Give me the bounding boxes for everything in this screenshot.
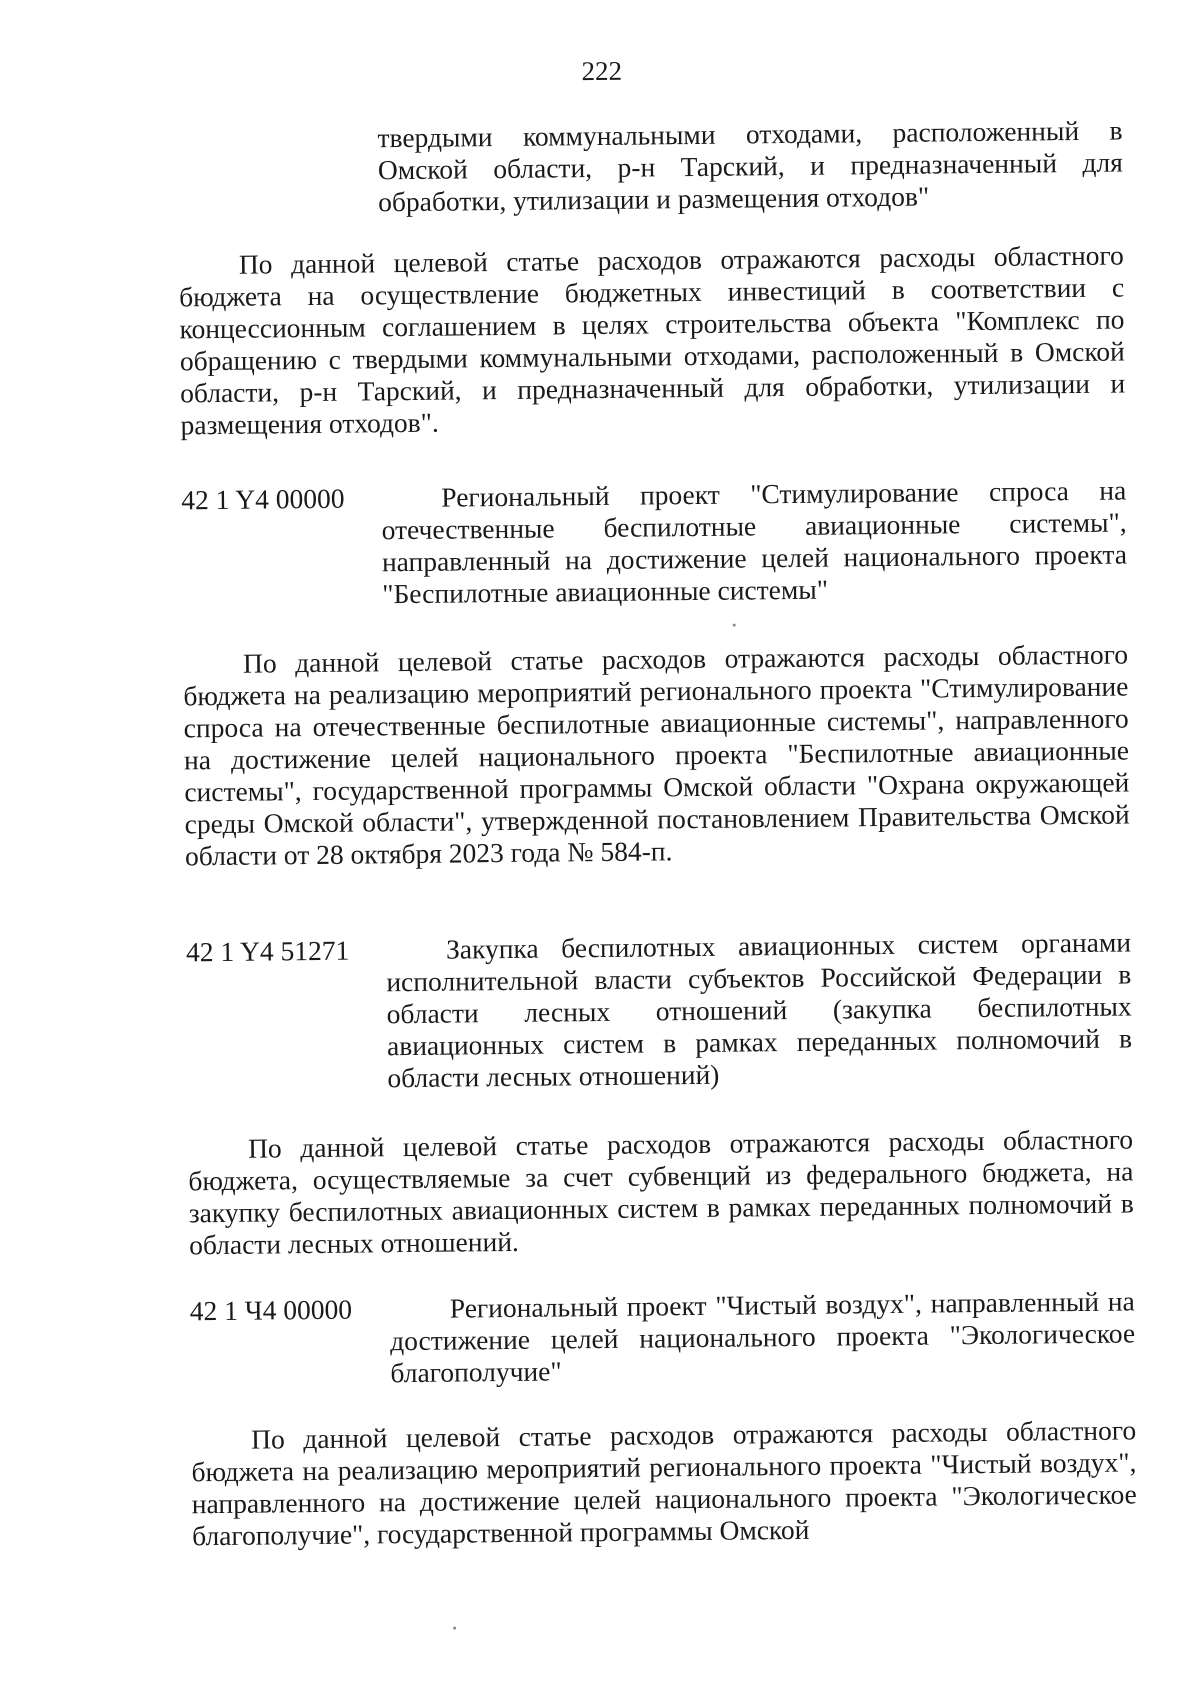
budget-code: 42 1 Y4 51271 (185, 934, 350, 968)
budget-code: 42 1 Y4 00000 (181, 482, 345, 516)
description-paragraph: По данной целевой статье расходов отражаются расходы областного бюджета на осуществление бюджетных инвестиций в соответствии с концессионным соглашением в целях строительства объекта "Комплекс по обращению с твердыми коммунальными отходами, расположенный в Омской области, р-н Тарский, и предназначенный для обработки, утилизации и размещения отходов". (179, 239, 1126, 441)
budget-item-title: Региональный проект "Стимулирование спроса на отечественные беспилотные авиационные системы", направленный на достижение целей национального проекта "Беспилотные авиационные системы" (381, 474, 1128, 610)
budget-item-title: Закупка беспилотных авиационных систем органами исполнительной власти субъектов Российской Федерации в области лесных отношений (закупка беспилотных авиационных систем в рамках переданных полномочий в области лесных отношений) (386, 926, 1133, 1094)
budget-code: 42 1 Ч4 00000 (189, 1293, 353, 1327)
description-paragraph: По данной целевой статье расходов отражаются расходы областного бюджета на реализацию мероприятий регионального проекта "Стимулирование спроса на отечественные беспилотные авиационные системы", направленного на достижение целей национального проекта "Беспилотные авиационные системы", государственной программы Омской области "Охрана окружающей среды Омской области", утвержденной постановлением Правительства Омской области от 28 октября 2023 года № 584-п. (183, 638, 1130, 872)
description-paragraph: По данной целевой статье расходов отражаются расходы областного бюджета, осуществляемые за счет субвенций из федерального бюджета, на закупку беспилотных авиационных систем в рамках переданных полномочий в области лесных отношений. (188, 1123, 1134, 1261)
scan-artifact (733, 624, 736, 627)
continuation-paragraph: твердыми коммунальными отходами, расположенный в Омской области, р-н Тарский, и предназначенный для обработки, утилизации и размещения отходов" (377, 114, 1123, 218)
budget-item-title: Региональный проект "Чистый воздух", направленный на достижение целей национального проекта "Экологическое благополучие" (389, 1285, 1136, 1389)
page-number: 222 (581, 55, 623, 87)
description-paragraph: По данной целевой статье расходов отражаются расходы областного бюджета на реализацию мероприятий регионального проекта "Чистый воздух", направленного на достижение целей национального проекта "Экологическое благополучие", государственной программы Омской (191, 1414, 1137, 1552)
scan-artifact (453, 1627, 456, 1630)
